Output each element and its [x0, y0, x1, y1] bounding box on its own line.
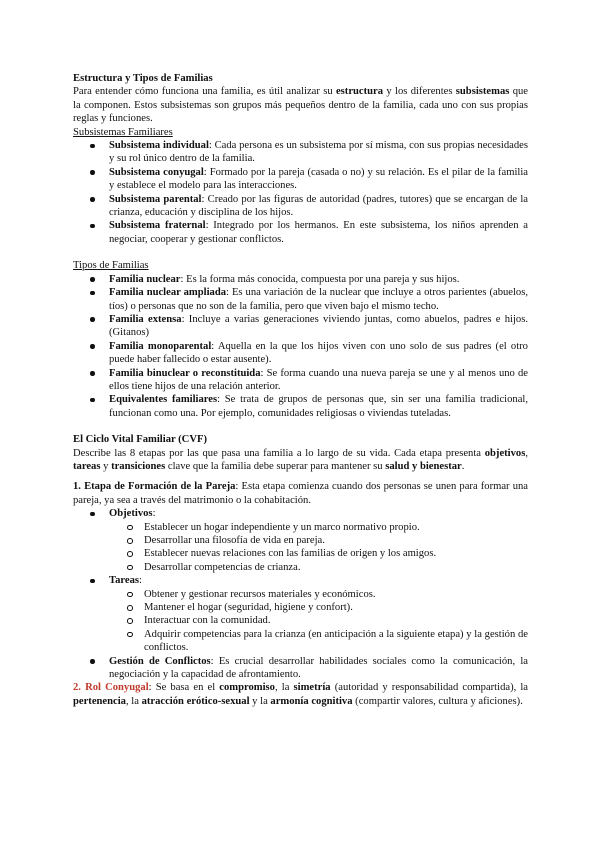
bold-run: atracción erótico-sexual [141, 695, 250, 707]
list-item [73, 273, 528, 286]
bold-run: objetivos [484, 447, 526, 459]
item-term: Familia binuclear o reconstituida [109, 367, 261, 379]
stage1-text: : Esta etapa comienza cuando dos personas se unen para formar una pareja, ya sea a través del matrimonio o la cohabitación. [73, 481, 529, 506]
stage1-list [73, 507, 528, 681]
objectives-sublist [73, 521, 528, 575]
text-run: (compartir valores, cultura y aficiones). [352, 695, 523, 707]
text-run: y [100, 460, 112, 472]
family-types-heading: Tipos de Familias [73, 260, 149, 272]
sublist-item: Establecer nuevas relaciones con las familias de origen y los amigos. [73, 547, 528, 560]
item-text: : Aquella en la que los hijos viven con uno solo de sus padres (el otro puede haber fallecido o estar ausente). [109, 340, 528, 366]
subsystems-list [73, 139, 528, 246]
conflict-item [73, 655, 528, 682]
family-types-list [73, 273, 528, 420]
spacer [73, 473, 528, 480]
item-text: : Se forma cuando una nueva pareja se une y al menos uno de ellos tiene hijos de una relación anterior. [109, 367, 528, 392]
objectives-label: Objetivos [109, 508, 153, 520]
bold-run: subsistemas [455, 86, 510, 98]
sublist-item: Adquirir competencias para la crianza (en anticipación a la siguiente etapa) y la gestión de conflictos. [73, 628, 528, 655]
text-run: . [461, 460, 465, 472]
text-run: (autoridad y responsabilidad compartida), la [330, 682, 529, 694]
text-run: y la [249, 695, 271, 707]
text-run: y los diferentes [383, 86, 456, 98]
stage1-paragraph [73, 480, 528, 507]
list-item [73, 393, 528, 420]
list-item [73, 286, 528, 313]
sublist-item: Establecer un hogar independiente y un marco normativo propio. [73, 521, 528, 534]
text-run: , [525, 447, 528, 459]
text-run: , la [125, 695, 142, 707]
item-text: : Es la forma más conocida, compuesta por una pareja y sus hijos. [180, 273, 460, 285]
cvf-intro-paragraph [73, 447, 528, 474]
item-term: Familia extensa [109, 313, 182, 325]
item-term: Equivalentes familiares [109, 394, 218, 406]
stage2-paragraph [73, 681, 528, 708]
item-term: Subsistema parental [109, 193, 202, 205]
tasks-label: Tareas [109, 575, 140, 587]
stage1-heading: 1. Etapa de Formación de la Pareja [73, 481, 236, 493]
item-term: Subsistema fraternal [109, 220, 206, 232]
document-content [73, 72, 528, 708]
item-text: : Creado por las figuras de autoridad (padres, tutores) que se encargan de la crianza, educación y disciplina de los hijos. [109, 193, 528, 219]
bold-run: simetría [293, 682, 331, 694]
spacer [73, 420, 528, 433]
list-item [73, 340, 528, 367]
text-run: que la componen. Estos subsistemas son grupos más pequeños dentro de la familia, cada uno con sus propias reglas y funciones. [73, 86, 528, 125]
bold-run: salud y bienestar [385, 460, 462, 472]
item-text: : Formado por la pareja (casada o no) y su relación. Es el pilar de la familia y establece el modelo para las interacciones. [109, 166, 528, 192]
item-term: Subsistema conyugal [109, 166, 204, 178]
bold-run: compromiso [219, 682, 275, 694]
objectives-item: Objetivos: Establecer un hogar independiente y un marco normativo propio. Desarrollar una filosofía de vida en pareja. Establecer nuevas relaciones con las familias de origen y los amigos. Desarrollar competencias de crianza. [73, 507, 528, 574]
section-title-structure: Estructura y Tipos de Familias [73, 73, 213, 84]
item-text: : Se trata de grupos de personas que, sin ser una familia tradicional, funcionan como una. Por ejemplo, comunidades religiosas o viviendas tuteladas. [109, 394, 528, 419]
conflict-text: : Es crucial desarrollar habilidades sociales como la comunicación, la negociación y la capacidad de afrontamiento. [109, 655, 528, 681]
conflict-label: Gestión de Conflictos [109, 655, 211, 667]
list-item [73, 193, 528, 220]
text-run: Describe las 8 etapas por las que pasa una familia a lo largo de su vida. Cada etapa presenta [73, 447, 485, 459]
section-title-cvf: El Ciclo Vital Familiar (CVF) [73, 434, 207, 446]
bold-run: pertenencia [73, 695, 126, 707]
subsystems-heading: Subsistemas Familiares [73, 126, 173, 138]
item-term: Familia nuclear [109, 273, 181, 285]
text-run: Para entender cómo funciona una familia, es útil analizar su [73, 86, 336, 98]
tasks-item: Tareas: Obtener y gestionar recursos materiales y económicos. Mantener el hogar (seguridad, higiene y confort). Interactuar con la comunidad. Adquirir competencias para la crianza (en anticipación a la siguiente etapa) y la gestión de conflictos. [73, 574, 528, 654]
sublist-item: Interactuar con la comunidad. [73, 614, 528, 627]
bold-run: transiciones [111, 460, 166, 472]
list-item [73, 219, 528, 246]
text-run: : Se basa en el [148, 682, 220, 694]
item-term: Familia monoparental [109, 340, 212, 352]
item-text: : Incluye a varias generaciones viviendo juntas, como abuelos, padres e hijos. (Gitanos) [109, 313, 528, 339]
sublist-item: Mantener el hogar (seguridad, higiene y confort). [73, 601, 528, 614]
item-text: : Cada persona es un subsistema por sí misma, con sus propias necesidades y su rol único dentro de la familia. [109, 140, 528, 165]
text-run: , la [274, 682, 294, 694]
stage2-heading: 2. Rol Conyugal [73, 682, 149, 694]
spacer [73, 246, 528, 259]
sublist-item: Desarrollar competencias de crianza. [73, 561, 528, 574]
bold-run: tareas [73, 460, 101, 472]
intro-paragraph [73, 85, 528, 125]
list-item [73, 139, 528, 166]
sublist-item: Desarrollar una filosofía de vida en pareja. [73, 534, 528, 547]
list-item [73, 367, 528, 394]
item-term: Familia nuclear ampliada [109, 287, 227, 299]
tasks-sublist [73, 588, 528, 655]
text-run: clave que la familia debe superar para mantener su [165, 460, 386, 472]
item-term: Subsistema individual [109, 140, 209, 152]
item-text: : Integrado por los hermanos. En este subsistema, los niños aprenden a negociar, cooperar y gestionar conflictos. [109, 220, 528, 245]
item-text: : Es una variación de la nuclear que incluye a otros parientes (abuelos, tíos) o personas que no son de la familia, pero que viven bajo el mismo techo. [109, 287, 529, 312]
bold-run: estructura [335, 86, 384, 98]
sublist-item: Obtener y gestionar recursos materiales y económicos. [73, 588, 528, 601]
list-item [73, 166, 528, 193]
bold-run: armonía cognitiva [270, 695, 353, 707]
list-item [73, 313, 528, 340]
